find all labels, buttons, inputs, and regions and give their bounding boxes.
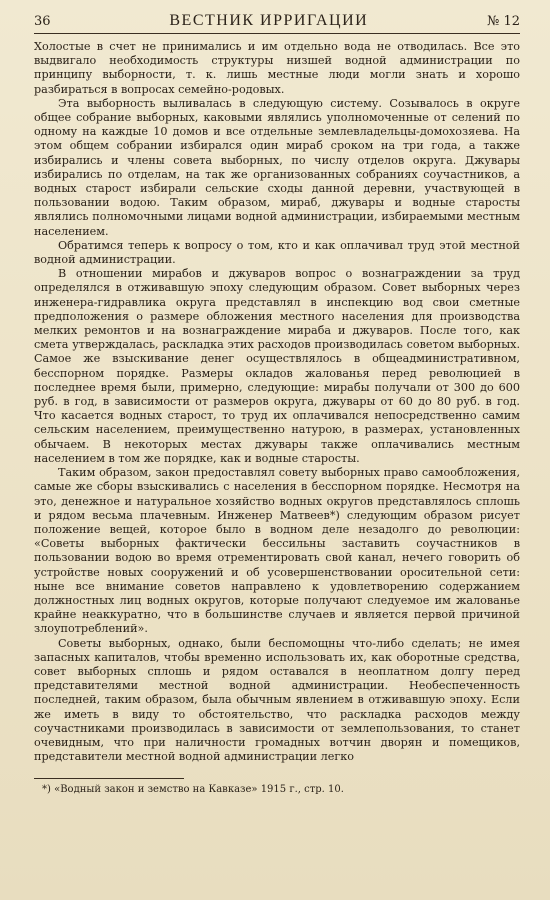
paragraph: Холостые в счет не принимались и им отдельно вода не отводилась. Все это выдвигало необходимость структуры низшей водной администрации по принципу выборности, т. к. лишь местные люди могли знать и хорошо разбираться в вопросах семейно-родовых. [34, 40, 520, 96]
footnote-divider [34, 778, 184, 779]
journal-title: ВЕСТНИК ИРРИГАЦИИ [169, 12, 369, 29]
paragraph: Советы выборных, однако, были беспомощны что-либо сделать; не имея запасных капиталов, чтобы временно использовать их, как оборотные средства, совет выборных сплошь и рядом оставался в неоплатном долгу перед представителями местной водной администрации. Необеспеченность последней, таким образом, была обычным явлением в отживавшую эпоху. Если же иметь в виду то обстоятельство, что раскладка расходов между соучастниками производилась в зависимости от землепользования, то станет очевидным, что при наличности громадных вотчин дворян и помещиков, представители местной водной администрации легко [34, 636, 520, 764]
footnote: *) «Водный закон и земство на Кавказе» 1915 г., стр. 10. [42, 784, 344, 796]
paragraph: Эта выборность выливалась в следующую систему. Созывалось в округе общее собрание выборных, каковыми являлись уполномоченные от селений по одному на каждые 10 домов и все отдельные землевладельцы-домохозяева. На этом общем собрании избирался один мираб сроком на три года, а также избирались и члены совета выборных, по числу отделов округа. Джувары избирались по отделам, на так же организованных собраниях соучастников, а водных старост избирали сельские сходы данной деревни, участвующей в пользовании водою. Таким образом, мираб, джувары и водные старосты являлись полномочными лицами водной администрации, избираемыми местным населением. [34, 96, 520, 238]
running-header [34, 12, 520, 34]
article-body [34, 40, 520, 764]
paragraph: В отношении мирабов и джуваров вопрос о вознаграждении за труд определялся в отживавшую эпоху следующим образом. Совет выборных через инженера-гидравлика округа представлял в инспекцию вод свои сметные предположения о размере обложения местного населения для производства мелких ремонтов и на вознаграждение мираба и джуваров. После того, как смета утверждалась, раскладка этих расходов производилась советом выборных. Самое же взыскивание денег осуществлялось в общеадминистративном, бесспорном порядке. Размеры окладов жалованья перед революцией в последнее время были, примерно, следующие: мирабы получали от 300 до 600 руб. в год, в зависимости от размеров округа, джувары от 60 до 80 руб. в год. Что касается водных старост, то труд их оплачивался непосредственно самим сельским населением, преимущественно натурою, в размерах, установленных обычаем. В некоторых местах джувары также оплачивались местным населением в том же порядке, как и водные старосты. [34, 267, 520, 465]
paragraph: Таким образом, закон предоставлял совету выборных право самообложения, самые же сборы взыскивались с населения в бесспорном порядке. Несмотря на это, денежное и натуральное хозяйство водных округов представлялось сплошь и рядом весьма плачевным. Инженер Матвеев*) следующим образом рисует положение вещей, которое было в водном деле незадолго до революции: «Советы выборных фактически бессильны заставить соучастников в пользовании водою во время отрементировать свой канал, нечего говорить об устройстве новых сооружений и об усовершенствовании оросительной сети: ныне все внимание советов направлено к удовлетворению содержанием должностных лиц водных округов, которые получают следуемое им жалованье крайне неаккуратно, что в большинстве случаев и является первой причиной злоупотреблений». [34, 466, 520, 636]
paragraph: Обратимся теперь к вопросу о том, кто и как оплачивал труд этой местной водной администрации. [34, 238, 520, 267]
page-number: 36 [34, 14, 51, 29]
issue-number: № 12 [487, 14, 520, 29]
